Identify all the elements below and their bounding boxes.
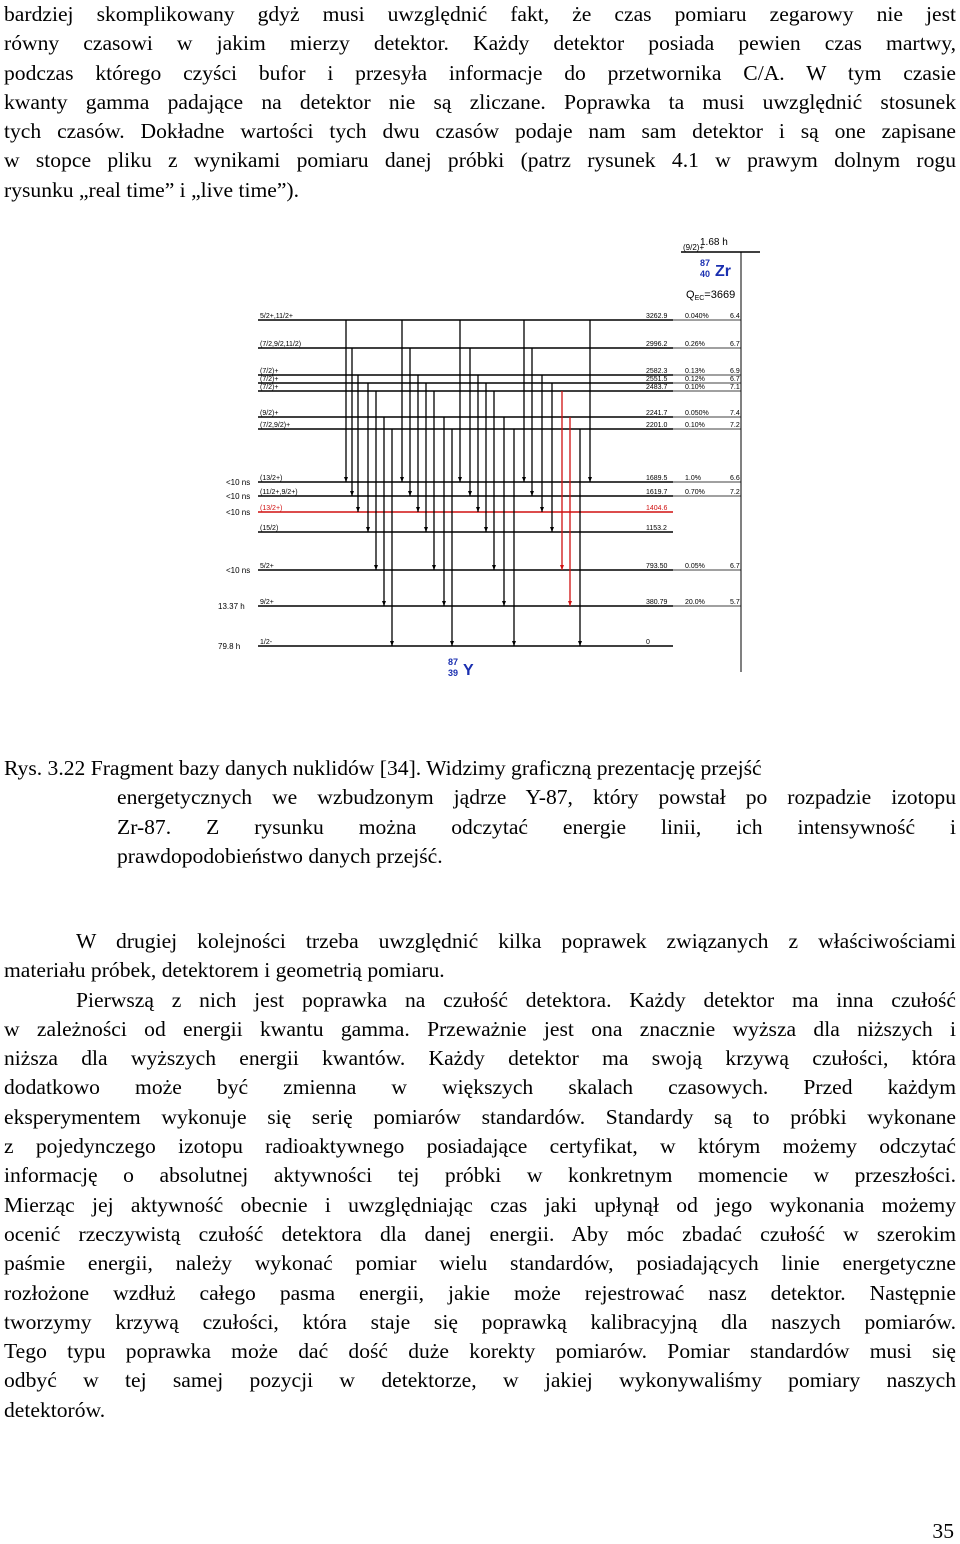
gamma-arrowhead [484,527,488,532]
gamma-arrowhead [374,565,378,570]
gamma-arrowhead [344,477,348,482]
text-line: rysunku „real time” i „live time”). [4,177,299,202]
level-energy: 2201.0 [646,422,668,429]
caption-first-line [4,754,956,783]
page-number: 35 [932,1519,954,1543]
level-energy: 0 [646,639,650,646]
level-energy: 793.50 [646,563,668,570]
level-energy: 2551.5 [646,376,668,383]
level-logft: 6.6 [730,475,740,482]
text-line: eksperymentem wykonuje się serię pomiarów standardów. Standardy są to próbki wykonane [4,1104,956,1129]
level-energy: 2483.7 [646,384,668,391]
level-spin: (7/2,9/2)+ [260,422,291,429]
q-letter: Q [686,289,695,301]
parent-spin: (9/2)+ [683,243,705,252]
gamma-arrowhead [530,491,534,496]
level-spin: (7/2)+ [260,368,279,375]
text-line: podczas którego czyści bufor i przesyła informacje do przetwornika C/A. W tym czasie [4,60,956,85]
text-line: odbyć w tej samej pozycji w detektorze, w jakiej wykonywaliśmy pomiary naszych [4,1368,956,1393]
level-branching: 20.0% [685,599,705,606]
level-branching: 1.0% [685,475,701,482]
text-line: paśmie energii, należy wykonać pomiar wielu standardów, posiadających linie energetyczne [4,1251,956,1276]
text-line: detektorów. [4,1397,106,1422]
text-line: niższa dla wyższych energii kwantów. Każdy detektor ma swoją krzywą czułości, która [4,1046,956,1071]
level-halflife: <10 ns [226,508,251,517]
gamma-arrowhead [450,641,454,646]
gamma-arrowhead [442,601,446,606]
level-logft: 7.2 [730,422,740,429]
text-line: Tego typu poprawka może dać dość duże korekty pomiarów. Pomiar standardów musi się [4,1339,956,1364]
text-line: Pierwszą z nich jest poprawka na czułość detektora. Każdy detektor ma inna czułość [76,987,956,1012]
gamma-arrowhead [476,507,480,512]
level-branching: 0.13% [685,368,705,375]
main-paragraph [4,927,956,1425]
level-energy: 3262.9 [646,313,668,320]
gamma-arrowhead [502,601,506,606]
level-spin: (13/2+) [260,505,283,512]
level-energy: 380.79 [646,599,668,606]
level-spin: (11/2+,9/2+) [260,489,298,496]
level-halflife: <10 ns [226,566,251,575]
level-halflife: <10 ns [226,478,251,487]
level-branching: 0.70% [685,489,705,496]
text-line: w zależności od energii kwantu gamma. Przeważnie jest ona znacznie wyższa dla niższych i [4,1016,956,1041]
levels-layer [218,313,741,651]
parent-symbol: Zr [715,263,731,280]
level-energy: 1153.2 [646,525,667,532]
gamma-arrowhead [512,641,516,646]
text-line: ocenić rzeczywistą czułość detektora dla danej energii. Aby móc zbadać czułość w szerokim [4,1221,956,1246]
caption-line: energetycznych we wzbudzonym jądrze Y-87, który powstał po rozpadzie izotopu [117,785,956,810]
level-spin: 9/2+ [260,599,274,606]
level-logft: 6.7 [730,563,740,570]
level-halflife: 13.37 h [218,602,245,611]
level-energy: 2996.2 [646,341,668,348]
text-line: w stopce pliku z wynikami pomiaru danej próbki (patrz rysunek 4.1 w prawym dolnym rogu [4,148,956,173]
decay-scheme-figure [218,232,760,684]
gamma-arrowhead [588,477,592,482]
level-logft: 5.7 [730,599,740,606]
level-energy: 1404.6 [646,505,668,512]
level-spin: 1/2- [260,639,273,646]
text-line: W drugiej kolejności trzeba uwzględnić kilka poprawek związanych z właściwościami [76,929,956,953]
level-energy: 2582.3 [646,368,668,375]
gamma-arrowhead [416,507,420,512]
gamma-arrowhead [382,601,386,606]
level-spin: (7/2)+ [260,376,279,383]
level-logft: 7.1 [730,384,740,391]
text-line: materiału próbek, detektorem i geometrią pomiaru. [4,958,445,983]
level-branching: 0.040% [685,313,709,320]
figure-caption [4,754,956,871]
level-logft: 6.4 [730,313,740,320]
level-logft: 7.4 [730,410,740,417]
text-line: rozłożone wzdłuż całego pasma energii, jakie może rejestrować nasz detektor. Następnie [4,1280,956,1305]
daughter-symbol: Y [463,662,474,679]
gamma-arrowhead [356,507,360,512]
intro-paragraph [4,0,956,205]
level-energy: 1619.7 [646,489,668,496]
text-line: kwanty gamma padające na detektor nie są zliczane. Poprawka ta musi uwzględnić stosunek [4,89,956,114]
level-spin: (13/2+) [260,475,283,482]
level-branching: 0.050% [685,410,709,417]
caption-label: Rys. 3.22 [4,756,86,780]
level-branching: 0.12% [685,376,705,383]
level-spin: 5/2+ [260,563,274,570]
caption-line: prawdopodobieństwo danych przejść. [117,843,443,868]
gamma-transitions-layer [344,320,592,646]
level-logft: 7.2 [730,489,740,496]
parent-z: 40 [700,269,711,279]
gamma-arrowhead [550,527,554,532]
level-energy: 2241.7 [646,410,668,417]
daughter-mass: 87 [448,657,459,667]
level-branching: 0.10% [685,384,705,391]
caption-text: Fragment bazy danych nuklidów [34]. Widzimy graficzną prezentację przejść [90,756,762,780]
level-spin: (7/2)+ [260,384,279,391]
text-line: równy czasowi w jakim mierzy detektor. Każdy detektor posiada pewien czas martwy, [4,31,956,56]
daughter-z: 39 [448,668,459,678]
text-line: informację o absolutnej aktywności tej próbki w konkretnym momencie w przeszłości. [4,1163,956,1188]
caption-line: Zr-87. Z rysunku można odczytać energie linii, ich intensywność i [117,814,956,839]
level-spin: (15/2) [260,525,279,532]
gamma-arrowhead [560,565,564,570]
level-logft: 6.7 [730,341,740,348]
gamma-arrowhead [468,491,472,496]
gamma-arrowhead [366,527,370,532]
gamma-arrowhead [424,527,428,532]
level-spin: (7/2,9/2,11/2) [260,341,302,348]
gamma-arrowhead [568,601,572,606]
gamma-arrowhead [522,477,526,482]
text-line: dodatkowo może być zmienna w większych skalach czasowych. Przed każdym [4,1075,956,1100]
q-subscript: EC [694,295,705,302]
parent-mass: 87 [700,258,711,268]
level-branching: 0.10% [685,422,705,429]
text-line: z pojedynczego izotopu radioaktywnego posiadające certyfikat, w którym możemy odczytać [4,1134,956,1159]
level-energy: 1689.5 [646,475,668,482]
level-halflife: 79.8 h [218,642,241,651]
gamma-arrowhead [492,565,496,570]
level-spin: 5/2+,11/2+ [260,313,293,320]
gamma-arrowhead [408,491,412,496]
decay-scheme-svg [218,232,760,684]
gamma-arrowhead [350,491,354,496]
gamma-arrowhead [390,641,394,646]
q-number: =3669 [704,289,736,301]
text-line: bardziej skomplikowany gdyż musi uwzględnić fakt, że czas pomiaru zegarowy nie jest [4,2,956,26]
level-spin: (9/2)+ [260,410,279,417]
gamma-arrowhead [540,507,544,512]
level-logft: 6.9 [730,368,740,375]
text-line: Mierząc jej aktywność obecnie i uwzględniając czas jaki upłynął od jego wykonania możemy [4,1192,956,1217]
text-line: tych czasów. Dokładne wartości tych dwu czasów podaje nam sam detektor i są one zapisane [4,119,956,144]
gamma-arrowhead [578,641,582,646]
gamma-arrowhead [458,477,462,482]
level-halflife: <10 ns [226,492,251,501]
q-value-label [686,289,735,302]
gamma-arrowhead [432,565,436,570]
level-logft: 6.7 [730,376,740,383]
parent-halflife: 1.68 h [700,237,728,248]
text-line: tworzymy krzywą czułości, która staje się poprawką kalibracyjną dla naszych pomiarów. [4,1309,956,1334]
level-branching: 0.26% [685,341,705,348]
gamma-arrowhead [400,477,404,482]
level-branching: 0.05% [685,563,705,570]
